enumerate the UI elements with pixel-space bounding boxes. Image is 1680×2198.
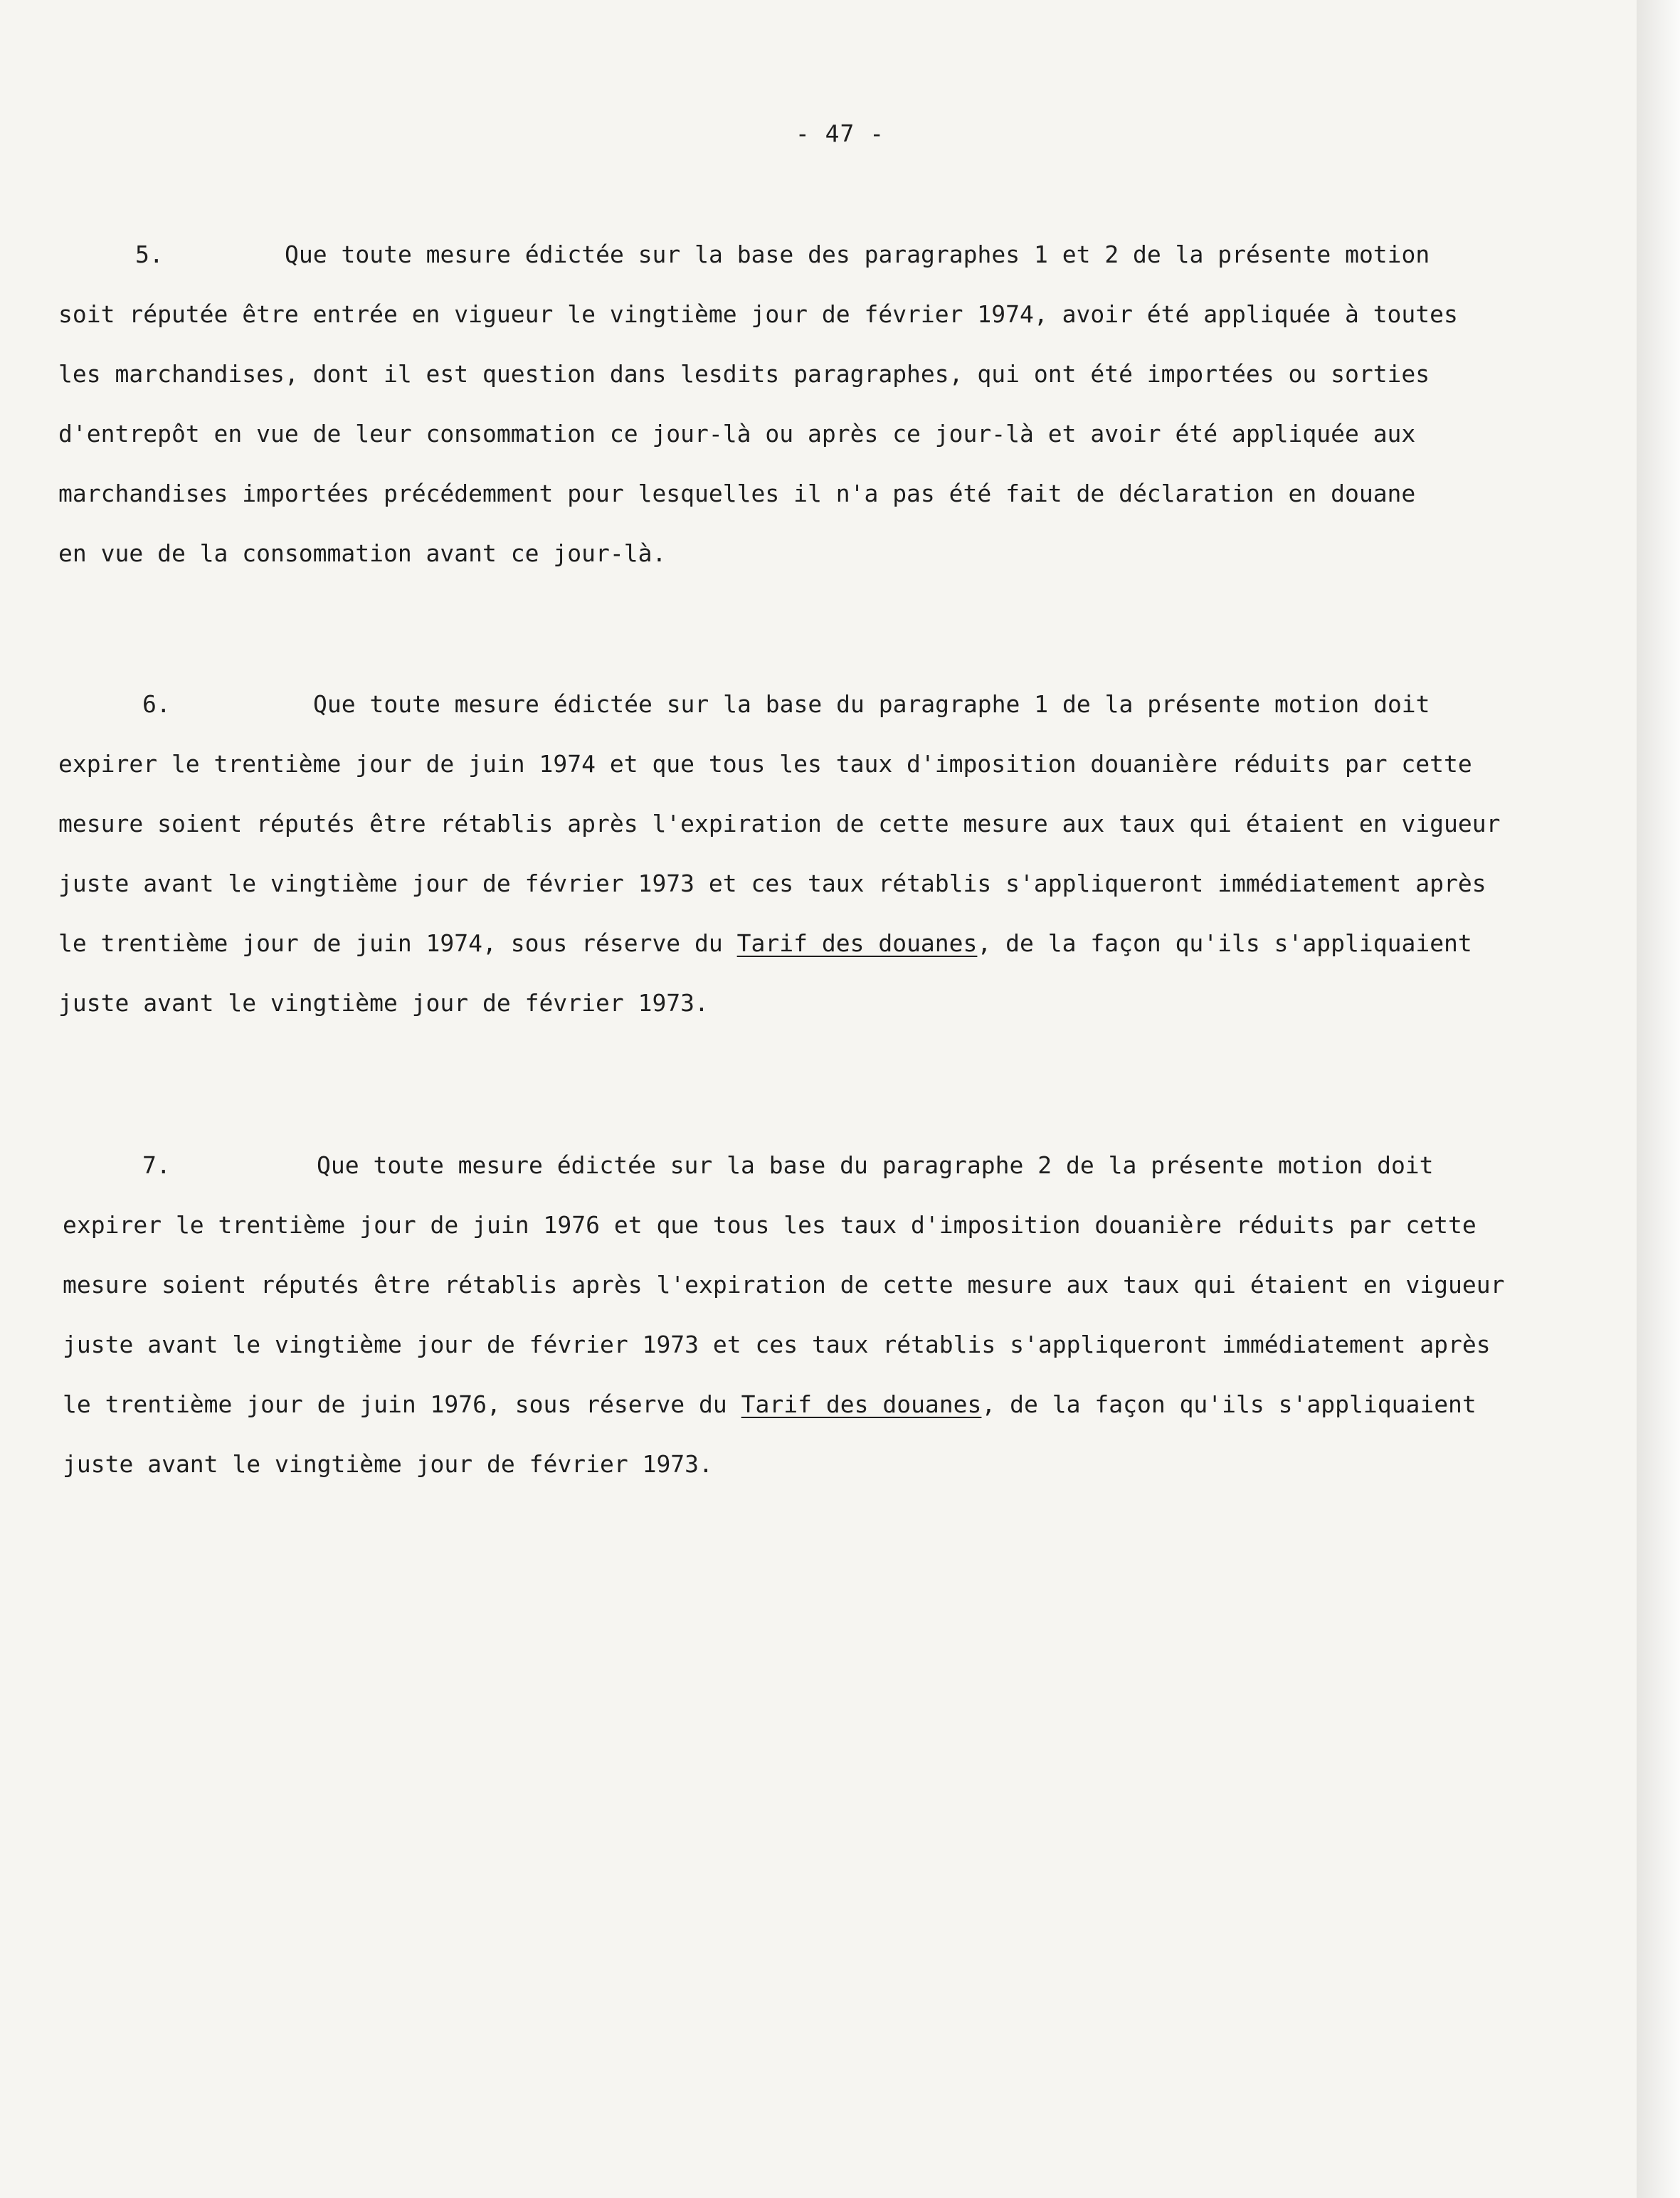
page-number: - 47 - xyxy=(795,120,885,147)
tarif-des-douanes-reference: Tarif des douanes xyxy=(736,929,978,957)
paragraph-line: les marchandises, dont il est question dans lesdits paragraphes, qui ont été importées ou sorties xyxy=(58,360,1430,388)
paragraph-line: juste avant le vingtième jour de février 1973. xyxy=(63,1450,713,1478)
paragraph-line: soit réputée être entrée en vigueur le vingtième jour de février 1974, avoir été appliquée à toutes xyxy=(58,300,1458,328)
paragraph-line: mesure soient réputés être rétablis après l'expiration de cette mesure aux taux qui étaient en vigueur xyxy=(63,1271,1505,1299)
line-text: le trentième jour de juin 1974, sous réserve du xyxy=(58,929,737,957)
line-text: , de la façon qu'ils s'appliquaient xyxy=(981,1390,1476,1418)
paragraph-line: d'entrepôt en vue de leur consommation ce jour-là ou après ce jour-là et avoir été appliquée aux xyxy=(58,420,1416,448)
paragraph-line: juste avant le vingtième jour de février 1973 et ces taux rétablis s'appliqueront immédiatement après xyxy=(63,1331,1491,1358)
paragraph-line xyxy=(58,929,1472,958)
line-text: le trentième jour de juin 1976, sous réserve du xyxy=(63,1390,741,1418)
paragraph-line: expirer le trentième jour de juin 1976 et que tous les taux d'imposition douanière réduits par cette xyxy=(63,1211,1476,1239)
paragraph-number: 5. xyxy=(135,241,164,268)
paragraph-number: 7. xyxy=(142,1151,171,1179)
paragraph-line: juste avant le vingtième jour de février 1973. xyxy=(58,989,709,1017)
paragraph-line: juste avant le vingtième jour de février 1973 et ces taux rétablis s'appliqueront immédiatement après xyxy=(58,870,1486,897)
paragraph-line: Que toute mesure édictée sur la base du paragraphe 1 de la présente motion doit xyxy=(313,690,1430,718)
paragraph-line: expirer le trentième jour de juin 1974 et que tous les taux d'imposition douanière réduits par cette xyxy=(58,750,1472,778)
page-edge xyxy=(1637,0,1680,2198)
tarif-des-douanes-reference: Tarif des douanes xyxy=(741,1390,982,1418)
paragraph-line: Que toute mesure édictée sur la base des paragraphes 1 et 2 de la présente motion xyxy=(285,241,1430,268)
line-text: , de la façon qu'ils s'appliquaient xyxy=(977,929,1472,957)
paragraph-line: mesure soient réputés être rétablis après l'expiration de cette mesure aux taux qui étaient en vigueur xyxy=(58,810,1501,838)
paragraph-line: en vue de la consommation avant ce jour-là. xyxy=(58,539,667,567)
paragraph-line: marchandises importées précédemment pour lesquelles il n'a pas été fait de déclaration en douane xyxy=(58,480,1416,507)
paragraph-line xyxy=(63,1390,1476,1419)
paragraph-line: Que toute mesure édictée sur la base du paragraphe 2 de la présente motion doit xyxy=(317,1151,1434,1179)
paragraph-number: 6. xyxy=(142,690,171,718)
